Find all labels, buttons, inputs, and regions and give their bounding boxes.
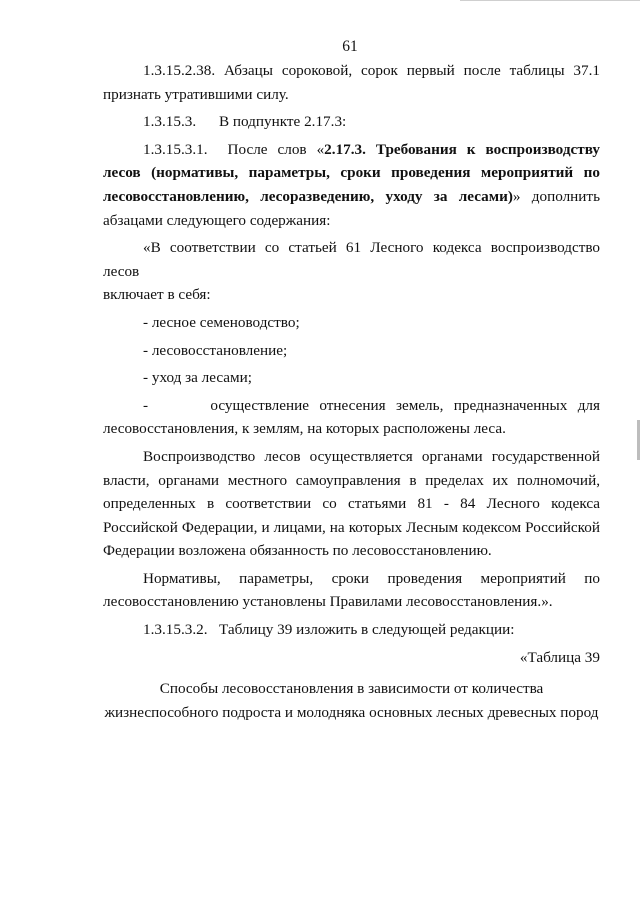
- paragraph-3-line-3: [103, 185, 600, 209]
- paragraph-1-line-2: признать утратившими силу.: [103, 85, 289, 103]
- table-title-line-1: Способы лесовосстановления в зависимости от количества: [159, 680, 544, 698]
- paragraph-1-line-1: 1.3.15.2.38. Абзацы сороковой, сорок первый после таблицы 37.1: [143, 62, 600, 79]
- paragraph-5-line-1: Воспроизводство лесов осуществляется органами государственной: [143, 447, 600, 465]
- list-item-1: - лесное семеноводство;: [143, 313, 300, 331]
- paragraph-5-line-4: Российской Федерации, и лицами, на которых Лесным кодексом Российской: [103, 518, 600, 536]
- paragraph-4-line-2: включает в себя:: [103, 286, 211, 304]
- paragraph-6-line-2: лесовосстановлению установлены Правилами лесовосстановления.».: [103, 593, 553, 611]
- paragraph-3-bold-2: лесов (нормативы, параметры, сроки проведения мероприятий по: [103, 164, 600, 182]
- paragraph-3-prefix: 1.3.15.3.1. После слов «: [143, 140, 325, 158]
- paragraph-2: 1.3.15.3. В подпункте 2.17.3:: [143, 113, 347, 131]
- scan-edge-rule: [460, 0, 640, 1]
- paragraph-3-line-4: абзацами следующего содержания:: [103, 211, 331, 229]
- paragraph-6-line-1: Нормативы, параметры, сроки проведения мероприятий по: [143, 569, 600, 587]
- list-item-3: - уход за лесами;: [143, 369, 253, 387]
- table-title-line-2: жизнеспособного подроста и молодняка основных лесных древесных пород: [104, 703, 599, 721]
- paragraph-3-line-1: [103, 138, 600, 162]
- list-item-4-line-1: - осуществление отнесения земель, предназначенных для: [143, 396, 600, 414]
- paragraph-7: 1.3.15.3.2. Таблицу 39 изложить в следующей редакции:: [143, 621, 515, 639]
- paragraph-3-suffix: » дополнить: [512, 187, 600, 205]
- list-item-2: - лесовосстановление;: [143, 341, 288, 359]
- paragraph-5-line-5: Федерации возложена обязанность по лесовосстановлению.: [103, 542, 492, 560]
- paragraph-5-line-2: власти, органами местного самоуправления в пределах их полномочий,: [103, 471, 600, 489]
- table-reference: «Таблица 39: [519, 648, 600, 666]
- paragraph-4-line-1: «В соответствии со статьей 61 Лесного кодекса воспроизводство лесов: [103, 239, 600, 280]
- page-number: 61: [342, 38, 358, 55]
- list-item-4-line-2: лесовосстановления, к землям, на которых расположены леса.: [103, 420, 506, 438]
- document-body: [103, 59, 600, 724]
- paragraph-3-bold-3: лесовосстановлению, лесоразведению, уходу за лесами): [103, 187, 513, 205]
- paragraph-3-bold-1: 2.17.3. Требования к воспроизводству: [324, 140, 600, 158]
- paragraph-5-line-3: определенных в соответствии со статьями 81 - 84 Лесного кодекса: [103, 495, 600, 513]
